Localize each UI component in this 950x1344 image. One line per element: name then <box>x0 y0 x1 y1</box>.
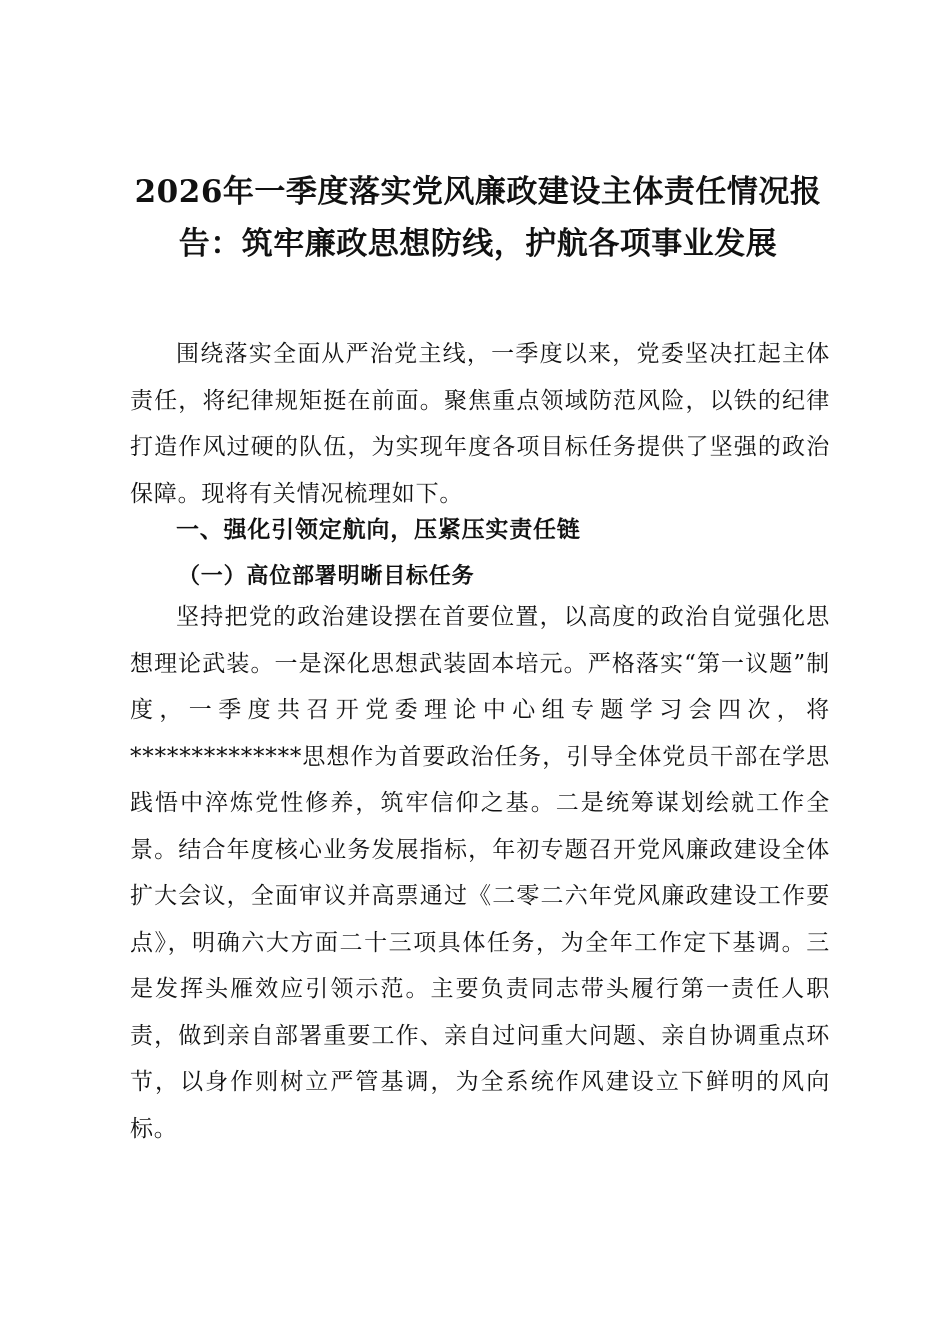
intro-paragraph: 围绕落实全面从严治党主线，一季度以来，党委坚决扛起主体责任，将纪律规矩挺在前面。聚焦重点领域防范风险，以铁的纪律打造作风过硬的队伍，为实现年度各项目标任务提供了坚强的政治保障。现将有关情况梳理如下。 <box>130 341 830 507</box>
body-paragraph: 坚持把党的政治建设摆在首要位置，以高度的政治自觉强化思想理论武装。一是深化思想武装固本培元。严格落实“第一议题”制度，一季度共召开党委理论中心组专题学习会四次，将**************思想作为首要政治任务，引导全体党员干部在学思践悟中淬炼党性修养，筑牢信仰之基。二是统筹谋划绘就工作全景。结合年度核心业务发展指标，年初专题召开党风廉政建设全体扩大会议，全面审议并高票通过《二零二六年党风廉政建设工作要点》，明确六大方面二十三项具体任务，为全年工作定下基调。三是发挥头雁效应引领示范。主要负责同志带头履行第一责任人职责，做到亲自部署重要工作、亲自过问重大问题、亲自协调重点环节，以身作则树立严管基调，为全系统作风建设立下鲜明的风向标。 <box>130 604 830 1142</box>
document-title: 2026年一季度落实党风廉政建设主体责任情况报告：筑牢廉政思想防线，护航各项事业发展 <box>134 174 822 262</box>
section-heading: 一、强化引领定航向，压紧压实责任链 <box>176 516 581 543</box>
subsection-heading: （一）高位部署明晰目标任务 <box>178 563 475 589</box>
